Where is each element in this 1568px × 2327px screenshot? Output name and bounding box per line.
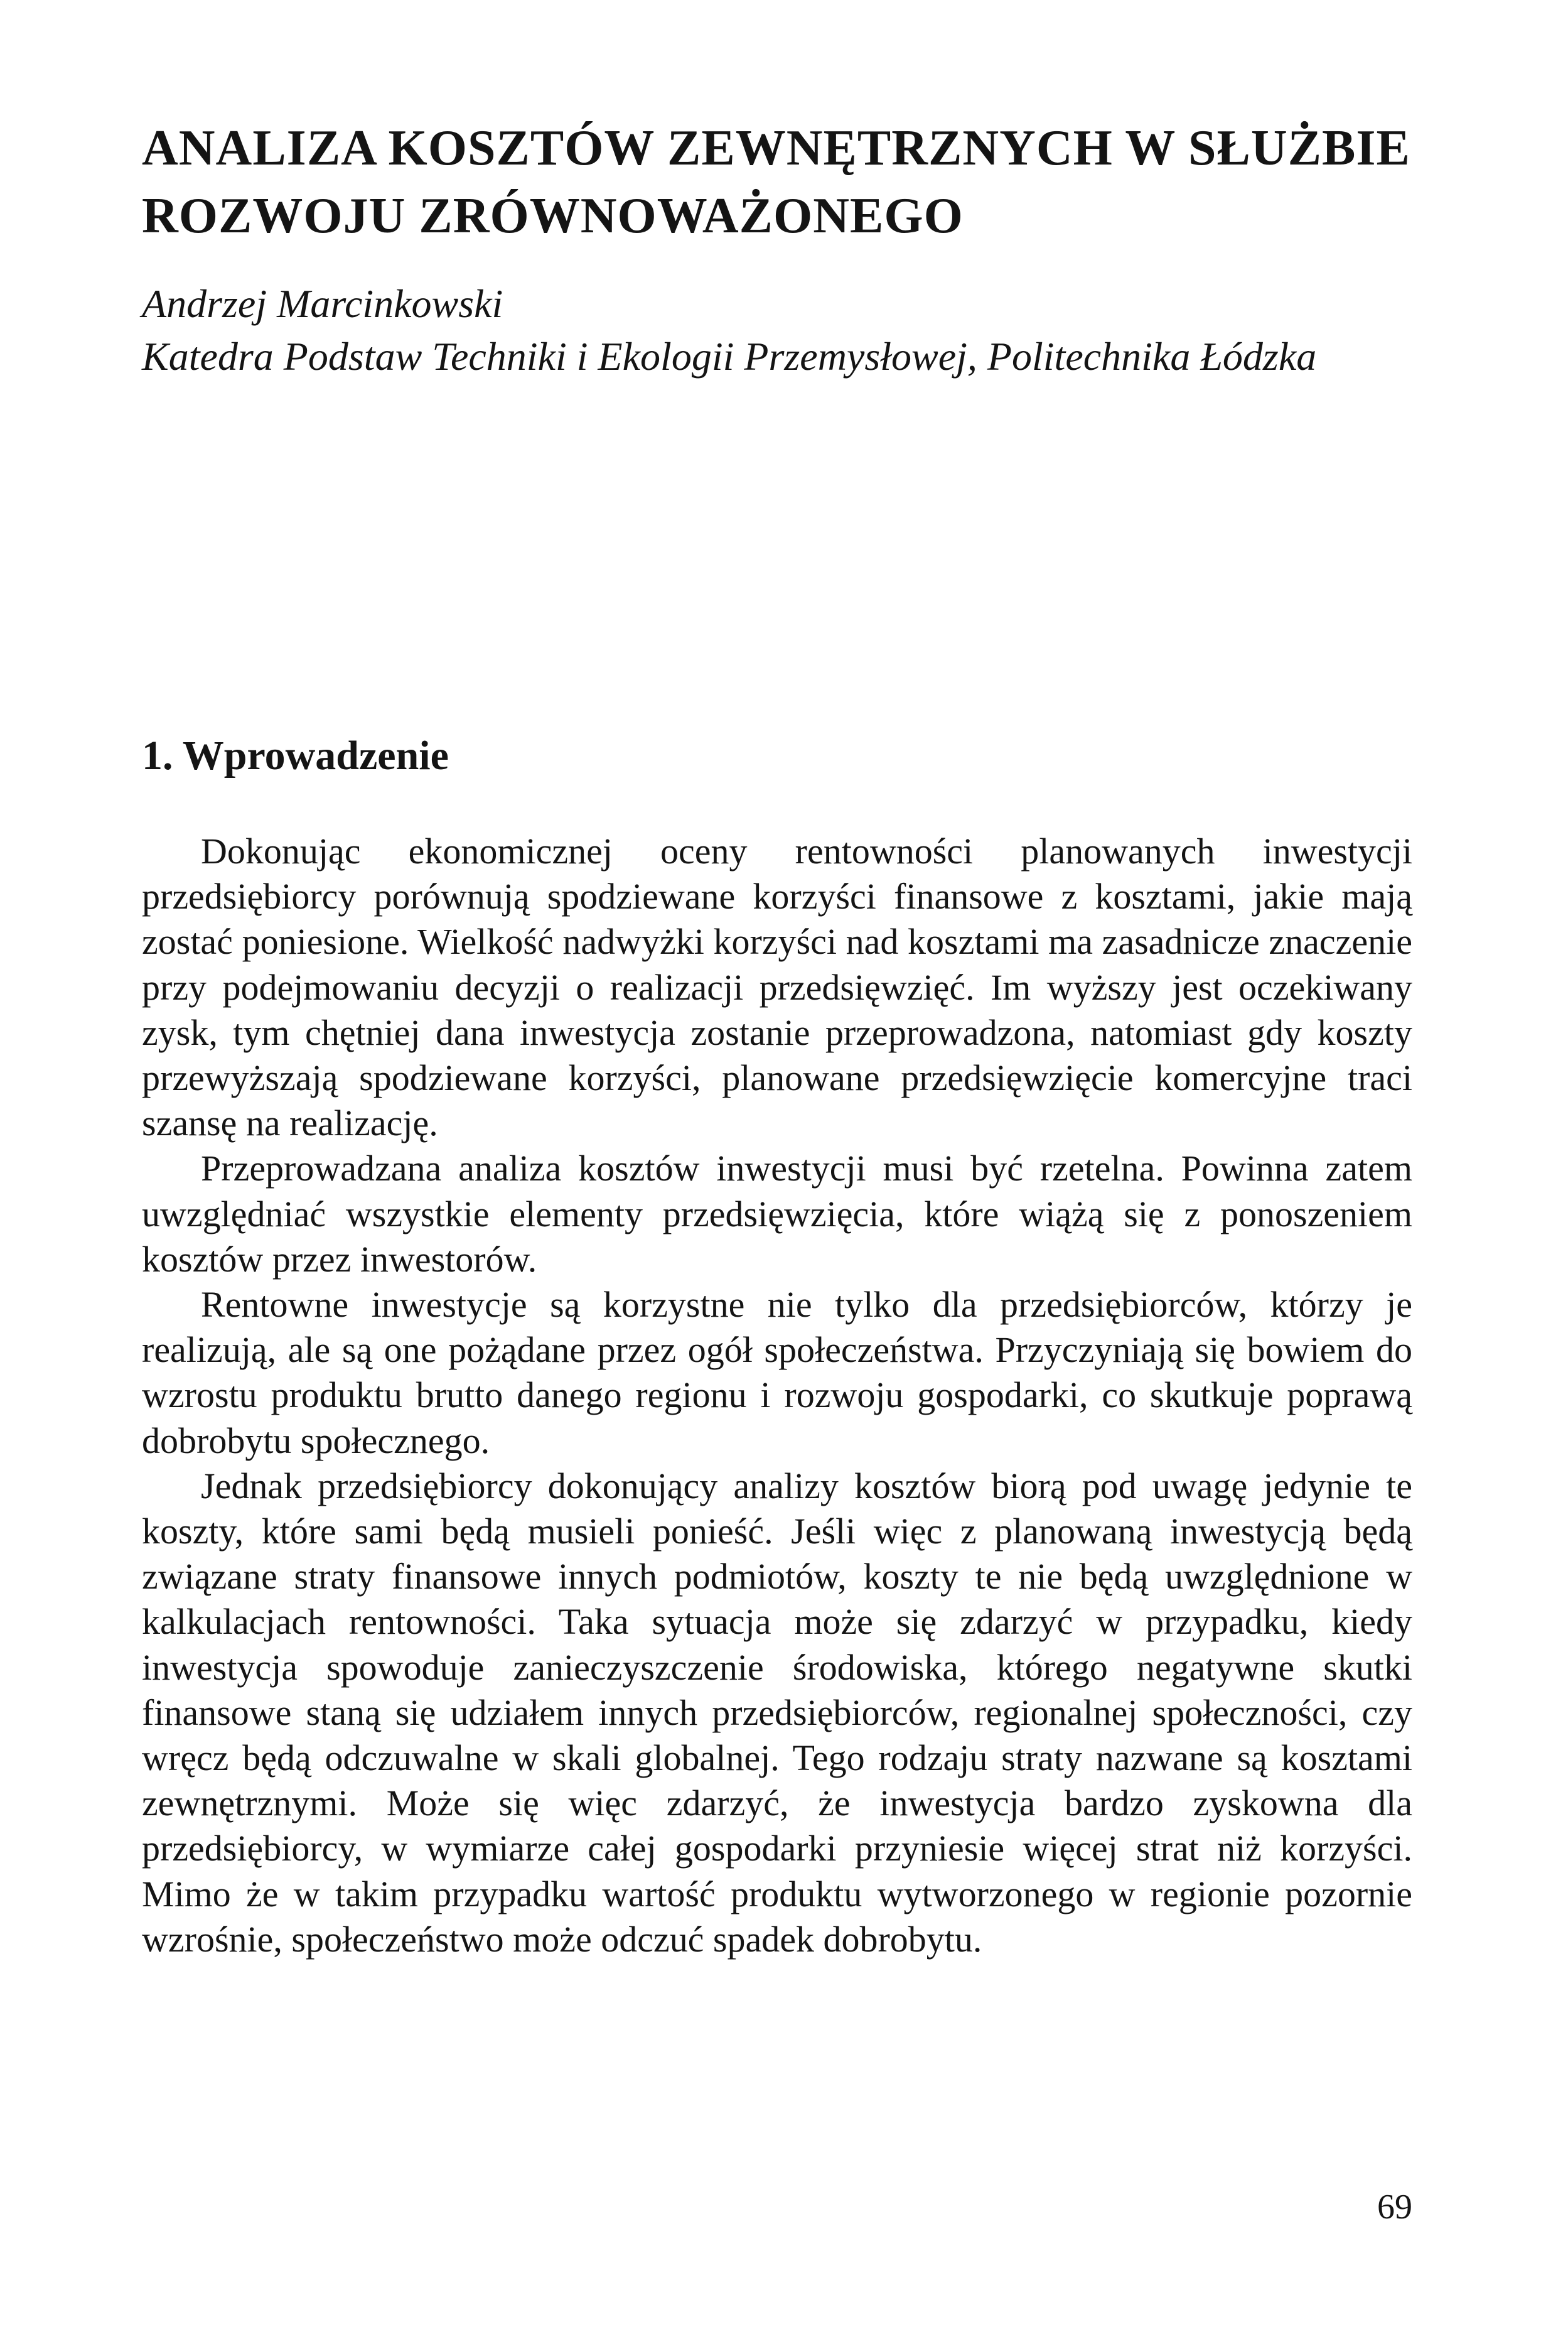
section-body	[142, 829, 1412, 1962]
paragraph: Dokonując ekonomicznej oceny rentowności planowanych inwestycji przedsiębiorcy porównują spodziewane korzyści finansowe z kosztami, jakie mają zostać poniesione. Wielkość nadwyżki korzyści nad kosztami ma zasadnicze znaczenie przy podejmowaniu decyzji o realizacji przedsięwzięć. Im wyższy jest oczekiwany zysk, tym chętniej dana inwestycja zostanie przeprowadzona, natomiast gdy koszty przewyższają spodziewane korzyści, planowane przedsięwzięcie komercyjne traci szansę na realizację.	[142, 831, 1412, 1144]
section-heading: 1. Wprowadzenie	[142, 733, 449, 779]
paper-title-line-1: ANALIZA KOSZTÓW ZEWNĘTRZNYCH W SŁUŻBIE	[142, 121, 1410, 176]
author-name: Andrzej Marcinkowski	[142, 281, 503, 326]
author-affiliation: Katedra Podstaw Techniki i Ekologii Przemysłowej, Politechnika Łódzka	[142, 334, 1317, 379]
page-number: 69	[1377, 2188, 1412, 2227]
author-block	[142, 278, 1429, 383]
paragraph: Jednak przedsiębiorcy dokonujący analizy kosztów biorą pod uwagę jedynie te koszty, które sami będą musieli ponieść. Jeśli więc z planowaną inwestycją będą związane straty finansowe innych podmiotów, koszty te nie będą uwzględnione w kalkulacjach rentowności. Taka sytuacja może się zdarzyć w przypadku, kiedy inwestycja spowoduje zanieczyszczenie środowiska, którego negatywne skutki finansowe staną się udziałem innych przedsiębiorców, regionalnej społeczności, czy wręcz będą odczuwalne w skali globalnej. Tego rodzaju straty nazwane są kosztami zewnętrznymi. Może się więc zdarzyć, że inwestycja bardzo zyskowna dla przedsiębiorcy, w wymiarze całej gospodarki przyniesie więcej strat niż korzyści. Mimo że w takim przypadku wartość produktu wytworzonego w regionie pozornie wzrośnie, społeczeństwo może odczuć spadek dobrobytu.	[142, 1465, 1412, 1960]
paragraph: Przeprowadzana analiza kosztów inwestycji musi być rzetelna. Powinna zatem uwzględniać wszystkie elementy przedsięwzięcia, które wiążą się z ponoszeniem kosztów przez inwestorów.	[142, 1148, 1412, 1280]
paragraph: Rentowne inwestycje są korzystne nie tylko dla przedsiębiorców, którzy je realizują, ale są one pożądane przez ogół społeczeństwa. Przyczyniają się bowiem do wzrostu produktu brutto danego regionu i rozwoju gospodarki, co skutkuje poprawą dobrobytu społecznego.	[142, 1284, 1412, 1461]
paper-title-line-2: ROZWOJU ZRÓWNOWAŻONEGO	[142, 188, 964, 244]
paper-title	[142, 114, 1429, 250]
